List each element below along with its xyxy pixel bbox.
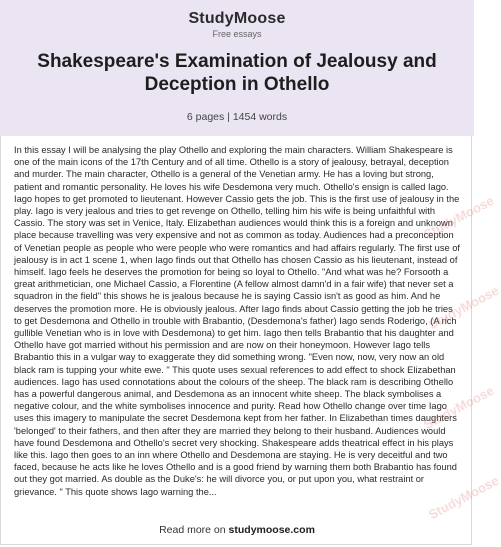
watermark: StudyMoose	[421, 382, 497, 433]
watermark: StudyMoose	[426, 282, 501, 333]
footer-site-link[interactable]: studymoose.com	[228, 524, 315, 536]
document-header	[0, 0, 474, 136]
document-meta: 6 pages | 1454 words	[186, 111, 288, 123]
footer-prefix: Read more on	[159, 524, 229, 536]
brand-tagline: Free essays	[212, 29, 262, 39]
brand-name[interactable]: StudyMoose	[188, 10, 286, 27]
essay-body: In this essay I will be analysing the play Othello and exploring the main characters. William Shakespeare is one of the main icons of the 17th Century and of all time. Othello is a story of jealousy, betrayal, deception and murder. The main character, Othello is a general of the Venetian army. He has a loving but strong, patient and romantic personality. He loves his wife Desdemona very much. Othello's ensign is called Iago. Iago hopes to get promoted to lieutenant. However Cassio gets the job. This is the first use of jealousy in the play. Iago is very jealous and tries to get revenge on Othello, telling him his wife is being unfaithful with Cassio. The story was set in Venice, Italy. Elizabethan audiences would think this is a foreign and unknown place because travelling was very expensive and not as common as today. Audiences had a preconception of Venetian people as people who were people who were romantics and had affairs regularly. The first use of jealousy is in act 1 scene 1, when Iago finds out that Othello has chosen Cassio as his lieutenant, instead of himself. Iago feels he deserves the promotion for being so loyal to Othello. "And what was he? Forsooth a great arithmetician, one Michael Cassio, a Florentine (A fellow almost damn'd in a fair wife) that never set a squadron in the field" this shows he is jealous because he is saying Cassio isn't as good as him. And he deserves the promotion more. He is obviously jealous. After Iago finds about Cassio getting the job he tries to get Desdemona and Othello in trouble with Brabantio, (Desdemona's father) Iago sends Roderigo, (A rich gullible Venetian who is in love with Desdemona) to get him. Iago then tells Brabantio that his daughter and Othello have got married without his permission and are now on their honeymoon. However Iago tells Brabantio this in a vulgar way to exaggerate they did something wrong. "Even now, now, very now an old black ram is tupping your white ewe. " This quote uses sexual references to add effect to shock Elizabethan audiences. Iago has used connotations about the colours of the sheep. The black ram is describing Othello has a powerful dangerous animal, and Desdemona as an innocent white sheep. The black symbolises a negative colour, and the white symbolises innocence and purity. Read how Othello change over time Iago uses this imagery to manipulate the secret Desdemona kept from her father. In Elizabethan times daughters 'belonged' to their fathers, and then after they are married they belong to their husband. Audiences would have found Desdemona and Othello's secret very shocking. Shakespeare adds theatrical effect in his plays like this. Iago then goes to an inn where Othello and Desdemona are staying. He is very deceitful and two faced, because he acts like he loves Othello and is a good friend by warning them both Brabantio has found out they got married. As double as the Duke's: he will divorce you, or put upon you, what restraint or grievance. " This quote shows Iago warning the...	[14, 145, 461, 497]
brand[interactable]	[0, 10, 474, 39]
watermark: StudyMoose	[426, 472, 501, 523]
watermark: StudyMoose	[421, 192, 497, 243]
document-title: Shakespeare's Examination of Jealousy and Deception in Othello	[37, 51, 437, 95]
footer	[0, 524, 474, 536]
